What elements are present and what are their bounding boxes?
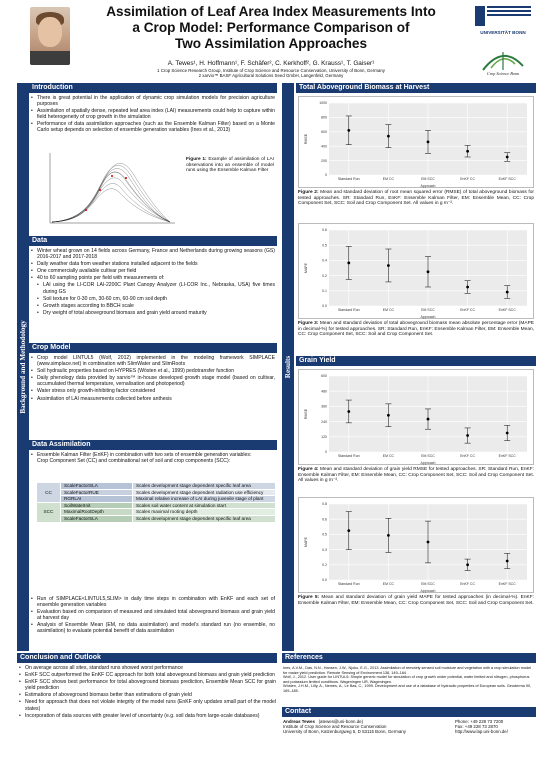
mean-point	[387, 135, 390, 138]
y-tick-label: 0.5	[322, 243, 327, 248]
y-axis-label: RMSE	[304, 408, 308, 420]
y-tick-label: 0.2	[322, 273, 327, 278]
authors: A. Tewes¹, H. Hoffmann¹, F. Schäfer², C. Kerkhoff², G. Krauss¹, T. Gaiser¹	[167, 60, 375, 67]
references-list: Ines, A.V.M., Das, N.N., Hansen, J.W., Njoku, E.G., 2013. Assimilation of remotely sensed soil moisture and vegetation with a crop simulation model for maize yield prediction. Remote Sensing of Environment 138, 149–164. Wolf, J., 2012. User guide for LINTUL5: Simple generic model for simulation of crop growth under potential, water limited and nitrogen, phosphorus and potassium limited conditions. Wageningen UR, Wageningen. Wösten, J.H.M., Lilly, A., Nemes, A., Le Bas, C., 1999. Development and use of a database of hydraulic properties of European soils. Geoderma 90, 169–185.	[283, 666, 532, 693]
heading-data-assimilation: Data Assimilation	[29, 440, 277, 450]
figure1-caption: Figure 1: Example of assimilation of LAI observations into an ensemble of model runs using the Ensemble Kalman Filter	[186, 157, 274, 174]
x-tick-label: EM SCC	[421, 177, 435, 181]
university-bonn-logo	[473, 4, 533, 38]
x-tick-label: EM SCC	[421, 454, 435, 458]
figure3-caption: Figure 3: Mean and standard deviation of total aboveground biomass mean absolute percentage error (MAPE in decimal-%) for tested approaches. SR: Standard Run, EnKF: Ensemble Kalman Filter, EM: Ensemble Mean, CC: Crop Component Set, SCC: Soil and Crop Component Set.	[298, 321, 534, 338]
mean-point	[387, 534, 390, 537]
svg-text:Crop Science Bonn: Crop Science Bonn	[486, 71, 520, 76]
x-tick-label: EM CC	[382, 454, 395, 458]
heading-biomass: Total Aboveground Biomass at Harvest	[296, 83, 536, 93]
figure1-chart	[40, 148, 180, 233]
x-tick-label: EnKF SCC	[498, 308, 516, 312]
x-axis-label: Approach	[420, 184, 436, 188]
x-tick-label: EM CC	[382, 582, 395, 586]
x-tick-label: EnKF CC	[460, 308, 475, 312]
y-axis-label: MAPE	[304, 263, 308, 273]
mean-point	[387, 264, 390, 267]
figure5-chart	[298, 497, 534, 593]
crop-model-bullets: • Crop model LINTUL5 (Wolf, 2012) implemented in the modeling framework SIMPLACE (www.simplace.net) in combination with SlimWater and SlimRoots • Soil hydraulic properties based on HYPRES (Wösten et al., 1999) pedotransfer function • Daily phenology data provided by xarvio™ in-house developed growth stage model (based on cultivar, accumulated thermal temperature, vernalisation and photoperiod) • Water stress only growth-inhibiting factor considered • Assimilation of LAI measurements collected before anthesis	[30, 355, 275, 403]
y-tick-label: 0.0	[322, 304, 327, 309]
y-tick-label: 0.0	[322, 578, 327, 583]
y-tick-label: 1000	[319, 101, 327, 106]
x-tick-label: Standard Run	[337, 177, 360, 181]
figure4-caption: Figure 4: Mean and standard deviation of grain yield RMSE for tested approaches. SR: Standard Run, EnKF: Ensemble Kalman Filter, EM: Ensemble Mean, CC: Crop Component Set, SCC: Soil and Crop Component Set. All values in g m⁻².	[298, 467, 534, 484]
figure4-chart	[298, 369, 534, 465]
y-tick-label: 120	[321, 435, 327, 439]
contact-website[interactable]: http://www.lap.uni-bonn.de/	[455, 729, 508, 735]
y-axis-label: MAPE	[304, 537, 308, 547]
mean-point	[347, 529, 350, 532]
y-tick-label: 600	[321, 130, 327, 134]
x-tick-label: EM CC	[382, 177, 395, 181]
mean-point	[506, 156, 509, 159]
mean-point	[506, 291, 509, 294]
y-tick-label: 0	[325, 450, 327, 455]
x-tick-label: EnKF CC	[460, 582, 475, 586]
x-tick-label: EM CC	[382, 308, 395, 312]
mean-point	[466, 563, 469, 566]
heading-conclusion: Conclusion and Outlook	[17, 653, 277, 663]
mean-point	[427, 541, 430, 544]
assim-bullets: • Run of SIMPLACE<LINTUL5,SLIM> in daily time steps in combination with EnKF and each set of ensemble generation variables • Evaluation based on comparison of measured and simulated total aboveground biomass and grain yield at harvest day • Analysis of Ensemble Mean (EM, no data assimilation) and model's standard run (no ensemble, no assimilation) to evaluate potential benefit of data assimilation	[30, 596, 275, 636]
x-tick-label: EnKF SCC	[498, 582, 516, 586]
y-tick-label: 0.6	[322, 228, 327, 233]
mean-point	[427, 140, 430, 143]
heading-data: Data	[29, 236, 277, 246]
y-tick-label: 200	[321, 158, 327, 163]
x-tick-label: EnKF SCC	[498, 454, 516, 458]
ensemble-variables-table: CC ScaleFactorSLA Scales development stage dependent specific leaf area ScaleFactorRUE Scales development stage dependent radiation use efficiency RGRLAI Maximal relative increase of LAI during juvenile stage of plant SCC SoilWaterInit Scales soil water content at simulation start MaximalRootDepth Scales maximal rooting depth ScaleFactorSLA Scales development stage dependent specific leaf area	[36, 482, 276, 523]
conclusion-bullets: • On average across all sites, standard runs showed worst performance • EnKF SCC outperformed the EnKF CC approach for both total aboveground biomass and grain yield prediction • EnKF SCC shows best performance for total aboveground biomass prediction, Ensemble Mean SCC for grain yield prediction • Estimations of aboveground biomass better than estimations of grain yield • Need for approach that does not violate integrity of the model runs (EnKF only updates small part of the model states) • Incorporation of data sources with greater level of uncertainty (e.g. soil data from large-scale databases)	[18, 665, 276, 720]
x-axis-label: Approach	[420, 315, 436, 319]
heading-contact: Contact	[282, 707, 536, 717]
x-tick-label: Standard Run	[337, 582, 360, 586]
svg-text:UNIVERSITÄT BONN: UNIVERSITÄT BONN	[480, 30, 526, 35]
crop-science-logo	[473, 42, 533, 76]
assim-bullet1: • Ensemble Kalman Filter (EnKF) in combination with two sets of ensemble generation variables: Crop Component Set (CC) and combinational set of soil and crop components (SCC):	[30, 452, 275, 465]
y-tick-label: 0.2	[322, 563, 327, 567]
sidebar-background: Background and Methodology	[17, 83, 29, 651]
figure3-chart	[298, 223, 534, 319]
mean-point	[427, 418, 430, 421]
figure5-caption: Figure 5: Mean and standard deviation of grain yield MAPE for tested approaches (in decimal-%). EnKF: Ensemble Kalman Filter, EM: Ensemble Mean, CC: Crop Component Set, SCC: Soil and Crop Component Set.	[298, 595, 534, 606]
sidebar-results: Results	[282, 83, 294, 651]
x-tick-label: EnKF SCC	[498, 177, 516, 181]
mean-point	[347, 262, 350, 265]
y-axis-label: RMSE	[304, 133, 308, 145]
figure2-chart	[298, 96, 534, 188]
x-axis-label: Approach	[420, 461, 436, 465]
contact-details: Andreas Tewes (atewes@uni-bonn.de) Institute of Crop Science and Resource Conservation University of Bonn, Katzenburgweg 5, D 53115 Bonn, Germany	[283, 719, 406, 735]
y-tick-label: 400	[321, 144, 327, 149]
x-tick-label: EM SCC	[421, 582, 435, 586]
y-tick-label: 0.6	[322, 517, 327, 522]
y-tick-label: 360	[321, 404, 327, 409]
heading-introduction: Introduction	[29, 83, 277, 93]
x-axis-label: Approach	[420, 589, 436, 593]
author-photo	[30, 7, 70, 65]
mean-point	[347, 410, 350, 413]
mean-point	[427, 270, 430, 273]
y-tick-label: 600	[321, 374, 327, 379]
x-tick-label: EM SCC	[421, 308, 435, 312]
heading-crop-model: Crop Model	[29, 343, 277, 353]
figure2-caption: Figure 2: Mean and standard deviation of root mean squared error (RMSE) of total aboveground biomass for tested approaches. SR: Standard Run, EnKF: Ensemble Kalman Filter, EM: Ensemble Mean, CC: Crop Component Set, SCC: Soil and Crop Component Set. All values in g m⁻².	[298, 190, 534, 207]
contact-phone: Phone: +49 228 73 7200 Fax: +49 228 73 2870 http://www.lap.uni-bonn.de/	[455, 719, 537, 734]
intro-bullets: • There is great potential in the application of dynamic crop simulation models for precision agriculture purposes • Assimilation of spatially dense, repeated leaf area index (LAI) measurements could help to capture within field heterogeneity of crop growth in the simulation • Performance of data assimilation approaches (such as the Ensemble Kalman Filter) based on a Monte Carlo setup depends on selection of ensemble generation variables (Ines et al., 2013)	[30, 95, 275, 135]
mean-point	[466, 286, 469, 289]
mean-point	[347, 129, 350, 132]
x-tick-label: EnKF CC	[460, 177, 475, 181]
y-tick-label: 480	[321, 389, 327, 394]
y-tick-label: 800	[321, 115, 327, 120]
affiliations: 1 Crop Science Research Group, Institute of Crop Science and Resource Conservation, University of Bonn, Germany 2 xarvio™ BASF Agricultural Solutions Seed GmbH, Langenfeld, Germany	[157, 68, 385, 79]
mean-point	[466, 434, 469, 437]
x-tick-label: Standard Run	[337, 308, 360, 312]
mean-point	[466, 150, 469, 153]
mean-point	[506, 432, 509, 435]
x-tick-label: EnKF CC	[460, 454, 475, 458]
y-tick-label: 0	[325, 173, 327, 178]
mean-point	[506, 560, 509, 563]
heading-references: References	[282, 653, 536, 663]
y-tick-label: 0.5	[322, 532, 327, 537]
x-tick-label: Standard Run	[337, 454, 360, 458]
data-bullets: • Winter wheat grown on 14 fields across Germany, France and Netherlands during growing seasons (GS) 2016-2017 and 2017-2018 • Daily weather data from weather stations installed adjacent to the fields • One commercially available cultivar per field • 40 to 60 sampling points per field with measurements of: • LAI using the LI-COR LAI-2200C Plant Canopy Analyzer (LI-COR Inc., Nebraska, USA) five times during GS • Soil texture for 0-30 cm, 30-60 cm, 60-90 cm soil depth • Growth stages according to BBCH scale • Dry weight of total aboveground biomass and grain yield around maturity	[30, 248, 275, 317]
heading-grain-yield: Grain Yield	[296, 356, 536, 366]
y-tick-label: 0.1	[322, 289, 327, 293]
mean-point	[387, 414, 390, 417]
y-tick-label: 0.3	[322, 547, 327, 552]
poster-title: Assimilation of Leaf Area Index Measurements Into a Crop Model: Performance Comparison of Two Assimilation Approaches	[106, 4, 436, 51]
y-tick-label: 0.8	[322, 502, 327, 507]
y-tick-label: 240	[321, 419, 327, 424]
y-tick-label: 0.4	[322, 258, 327, 263]
contact-email[interactable]: (atewes@uni-bonn.de)	[318, 719, 364, 724]
